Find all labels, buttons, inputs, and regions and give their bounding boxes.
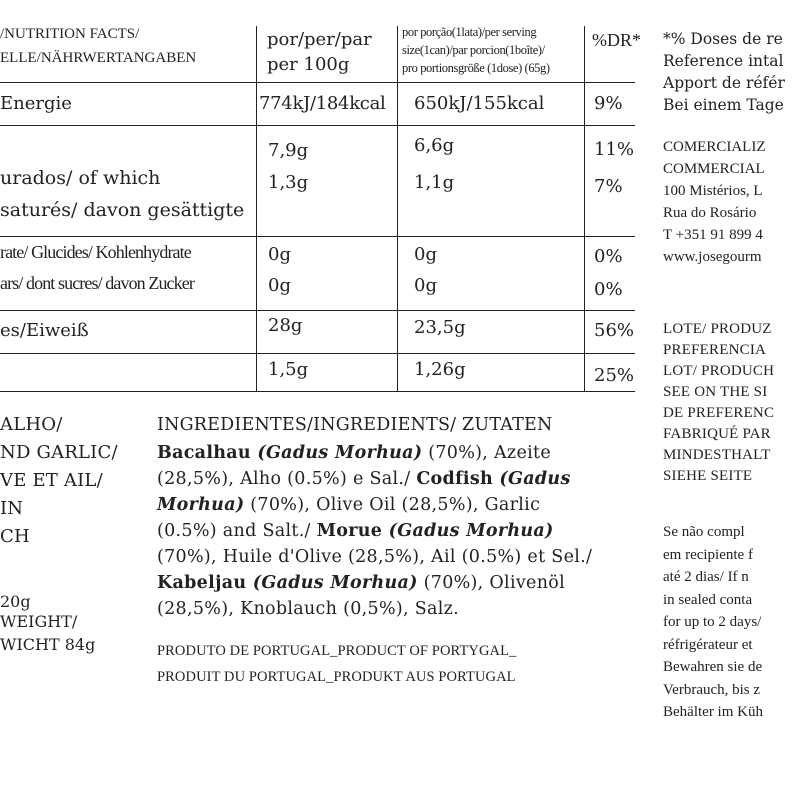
company-info — [663, 136, 766, 268]
table-divider-v3 — [584, 26, 585, 391]
lote-line1: LOTE/ PRODUZ — [663, 321, 772, 337]
table-divider-v1 — [256, 26, 257, 391]
row-carbs-per100: 0g — [268, 244, 291, 265]
header-serving-line1: por porção(1lata)/per serving — [402, 25, 537, 39]
lote-line6: FABRIQUÉ PAR — [663, 426, 771, 442]
storage-info — [663, 521, 763, 724]
row-fat-serving: 6,6g — [414, 135, 455, 156]
lote-line7: MINDESTHALT — [663, 447, 771, 463]
storage-line2: em recipiente f — [663, 546, 753, 563]
product-name-line5: CH — [0, 526, 30, 547]
row-saturates-label: saturés/ davon gesättigte — [0, 199, 245, 221]
ingredient-pt-rest: (70%), Azeite (28,5%), Alho (0.5%) e Sal./ — [157, 443, 551, 489]
ingredient-en-rest: (70%), Olive Oil (28,5%), Garlic (0.5%) and Salt./ — [157, 495, 541, 541]
row-protein-label: es/Eiweiß — [0, 320, 89, 341]
product-name-line4: IN — [0, 498, 24, 519]
storage-line4: in sealed conta — [663, 591, 753, 608]
table-rule-2 — [0, 125, 635, 126]
row-saturates-dr: 7% — [594, 176, 623, 197]
dr-note — [663, 28, 785, 116]
ingredient-en-latin: (Gadus Morhua) — [157, 469, 571, 515]
weight-line3: WICHT 84g — [0, 635, 96, 654]
product-name-line1: ALHO/ — [0, 414, 63, 435]
row-energy-per100: 774kJ/184kcal — [259, 93, 386, 114]
company-line5: T +351 91 899 4 — [663, 227, 763, 243]
row-protein-serving: 23,5g — [414, 317, 466, 338]
dr-note-line3: Apport de référ — [663, 74, 785, 92]
product-name-line3: VE ET AIL/ — [0, 470, 103, 491]
row-fat-per100: 7,9g — [268, 140, 309, 161]
ingredient-de-name: Kabeljau — [157, 573, 253, 593]
row-saturates-per100: 1,3g — [268, 172, 309, 193]
storage-line3: até 2 dias/ If n — [663, 569, 749, 585]
product-name-line2: ND GARLIC/ — [0, 442, 118, 463]
row-energy-serving: 650kJ/155kcal — [414, 93, 545, 114]
lote-line4: SEE ON THE SI — [663, 384, 768, 400]
header-nutrition-facts: /NUTRITION FACTS/ — [0, 26, 140, 42]
dr-note-line2: Reference intal — [663, 52, 784, 70]
row-protein-dr: 56% — [594, 320, 635, 341]
row-carbs-label: rate/ Glucides/ Kohlenhydrate — [0, 242, 191, 262]
company-line3: 100 Mistérios, L — [663, 183, 763, 199]
row-sugars-dr: 0% — [594, 279, 623, 300]
ingredient-fr-name: Morue — [316, 521, 389, 541]
storage-line1: Se não compl — [663, 524, 745, 540]
ingredient-fr-rest: (70%), Huile d'Olive (28,5%), Ail (0.5%) et Sel./ — [157, 547, 593, 567]
ingredients-heading: INGREDIENTES/INGREDIENTS/ ZUTATEN — [157, 415, 553, 435]
header-per-100-line2: per 100g — [267, 54, 350, 75]
header-serving-line3: pro portionsgröße (1dose) (65g) — [402, 61, 550, 75]
row-fat-label: urados/ of which — [0, 167, 161, 189]
row-saturates-serving: 1,1g — [414, 172, 455, 193]
row-carbs-serving: 0g — [414, 244, 437, 265]
row-sugars-label: ars/ dont sucres/ davon Zucker — [0, 273, 194, 293]
table-rule-5 — [0, 353, 635, 354]
row-sugars-per100: 0g — [268, 275, 291, 296]
table-rule-4 — [0, 310, 635, 311]
lote-line2: PREFERENCIA — [663, 342, 767, 358]
row-energy-dr: 9% — [594, 93, 623, 114]
storage-line6: réfrigérateur et — [663, 636, 753, 653]
row-fat-dr: 11% — [594, 139, 635, 160]
company-line2: COMMERCIAL — [663, 161, 765, 177]
lote-line8: SIEHE SEITE — [663, 468, 753, 484]
company-line1: COMERCIALIZ — [663, 139, 766, 155]
table-rule-3 — [0, 236, 635, 237]
storage-line7: Bewahren sie de — [663, 659, 763, 675]
ingredient-de-latin: (Gadus Morhua) — [252, 573, 418, 593]
storage-line8: Verbrauch, bis z — [663, 681, 761, 698]
header-serving-line2: size(1can)/par porcion(1boîte)/ — [402, 43, 545, 57]
storage-line5: for up to 2 days/ — [663, 614, 762, 630]
dr-note-line1: *% Doses de re — [663, 30, 783, 48]
ingredient-de-rest: (70%), Olivenöl (28,5%), Knoblauch (0,5%), Salz. — [157, 573, 565, 619]
table-rule-6 — [0, 391, 635, 392]
lote-line5: DE PREFERENC — [663, 405, 775, 421]
ingredient-fr-latin: (Gadus Morhua) — [388, 521, 554, 541]
row-energy-label: Energie — [0, 93, 72, 114]
storage-line9: Behälter im Küh — [663, 704, 763, 720]
company-line4: Rua do Rosário — [663, 205, 757, 221]
weight-line1: 20g — [0, 592, 31, 611]
row-sugars-serving: 0g — [414, 275, 437, 296]
origin-line1: PRODUTO DE PORTUGAL_PRODUCT OF PORTYGAL_ — [157, 643, 517, 659]
table-rule-1 — [0, 82, 635, 83]
weight-line2: WEIGHT/ — [0, 612, 78, 631]
row-carbs-dr: 0% — [594, 246, 623, 267]
table-divider-v2 — [397, 26, 398, 391]
row-salt-dr: 25% — [594, 365, 635, 386]
header-dr: %DR* — [592, 30, 641, 50]
company-line6: www.josegourm — [663, 249, 762, 265]
row-protein-per100: 28g — [268, 315, 303, 336]
dr-note-line4: Bei einem Tage — [663, 96, 784, 114]
header-per-100-line1: por/per/par — [267, 29, 372, 50]
lote-info — [663, 319, 774, 487]
ingredients-text — [157, 440, 597, 622]
row-salt-per100: 1,5g — [268, 359, 309, 380]
lote-line3: LOT/ PRODUCH — [663, 363, 775, 379]
origin-line2: PRODUIT DU PORTUGAL_PRODUKT AUS PORTUGAL — [157, 669, 516, 685]
header-naehrwert: ELLE/NÄHRWERTANGABEN — [0, 50, 197, 66]
row-salt-serving: 1,26g — [414, 359, 466, 380]
ingredient-pt-latin: (Gadus Morhua) — [257, 443, 423, 463]
ingredient-pt-name: Bacalhau — [157, 443, 258, 463]
ingredient-en-name: Codfish — [416, 469, 500, 489]
